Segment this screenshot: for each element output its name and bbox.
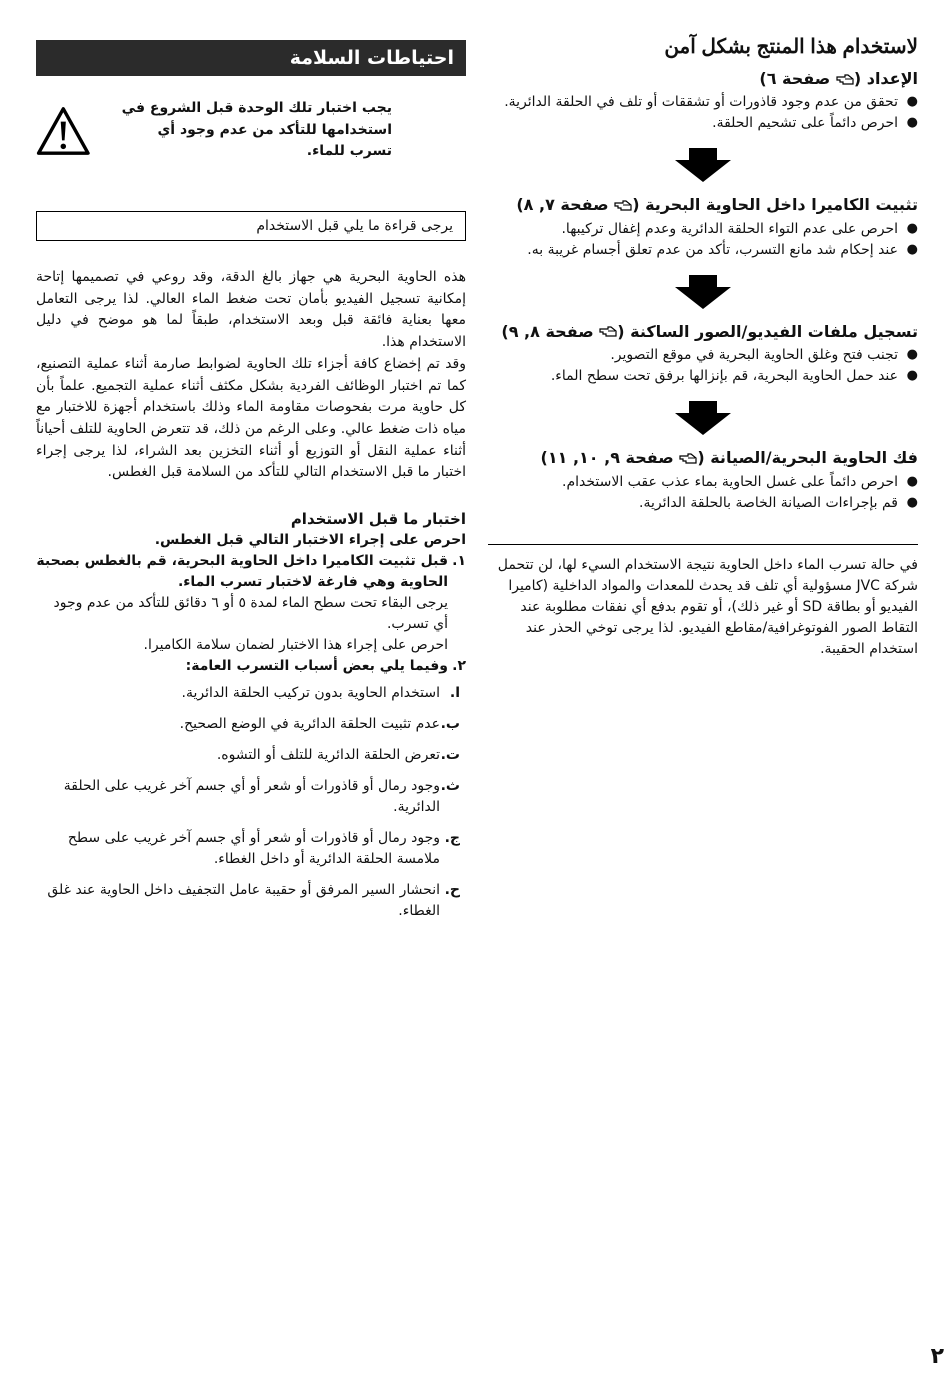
list-item <box>36 714 466 735</box>
step-setup <box>488 68 918 134</box>
item-text: استخدام الحاوية بدون تركيب الحلقة الدائرية. <box>181 685 440 702</box>
warning-triangle-icon <box>36 102 91 160</box>
safety-precautions-section <box>36 40 466 932</box>
item-letter: ا. <box>449 685 460 702</box>
down-arrow-icon <box>673 275 733 309</box>
numbered-item <box>36 656 466 677</box>
item-title: قبل تثبيت الكاميرا داخل الحاوية البحرية، قم بالغطس بصحبة الحاوية وهي فارغة لاختبار تسرب الماء. <box>36 553 448 591</box>
pointing-hand-icon <box>614 200 632 212</box>
pointing-hand-icon <box>836 74 854 86</box>
bullet-list <box>488 92 918 134</box>
step-maintenance <box>488 447 918 513</box>
list-item <box>36 776 466 818</box>
section-title: لاستخدام هذا المنتج بشكل آمن <box>664 36 918 58</box>
list-item: ● تحقق من عدم وجود قاذورات أو تشققات أو تلف في الحلقة الدائرية. <box>488 92 918 113</box>
step-page-ref: صفحة ٦) <box>759 69 836 88</box>
intro-text <box>36 267 466 484</box>
page-number: ٢ <box>930 1344 944 1369</box>
item-text: عدم تثبيت الحلقة الدائرية في الوضع الصحيح. <box>179 716 440 733</box>
step-heading <box>488 321 918 343</box>
item-text: احرص على إجراء هذا الاختبار لضمان سلامة الكاميرا. <box>143 637 448 654</box>
step-heading <box>488 447 918 469</box>
item-number: ٢. <box>452 658 466 675</box>
liability-note: في حالة تسرب الماء داخل الحاوية نتيجة الاستخدام السيء لها، لن تتحمل شركة JVC مسؤولية أي تلف قد يحدث للمعدات والمواد الداخلية (كاميرا الفيديو أو بطاقة SD أو غير ذلك)، أو تقوم بدفع أي نفقات مطلوبة عند التقاط الصور الفوتوغرافية/مقاطع الفيديو. لذا يرجى توخي الحذر عند استخدام الحقيبة. <box>497 556 918 657</box>
step-heading-label: الإعداد ( <box>853 69 918 88</box>
step-heading-label: تثبيت الكاميرا داخل الحاوية البحرية ( <box>632 195 918 215</box>
leak-causes-list <box>36 683 466 922</box>
divider <box>488 544 918 545</box>
item-title: وفيما يلي بعض أسباب التسرب العامة: <box>185 658 448 675</box>
step-page-ref: صفحة ٨, ٩) <box>501 321 600 341</box>
item-letter: ح. <box>444 882 460 899</box>
pointing-hand-icon <box>599 326 617 338</box>
pointing-hand-icon <box>679 453 697 465</box>
list-item: ● عند حمل الحاوية البحرية، قم بإنزالها برفق تحت سطح الماء. <box>488 366 918 387</box>
list-item: ● قم بإجراءات الصيانة الخاصة بالحلقة الدائرية. <box>488 493 918 514</box>
read-before-use-box: يرجى قراءة ما يلي قبل الاستخدام <box>36 211 466 241</box>
down-arrow-icon <box>673 401 733 435</box>
warning-text: يجب اختبار تلك الوحدة قبل الشروع في استخدامها للتأكد من عدم وجود أي تسرب للماء. <box>121 100 392 160</box>
list-item: ● احرص على عدم التواء الحلقة الدائرية وعدم إغفال تركيبها. <box>488 219 918 240</box>
step-install-camera <box>488 194 918 260</box>
intro-paragraph: هذه الحاوية البحرية هي جهاز بالغ الدقة، وقد روعي في تصميمها إتاحة إمكانية تسجيل الفيديو بأمان تحت ضغط الماء العالي. لذا يرجى التعامل معها بعناية فائقة قبل وبعد الاستخدام، طبقاً لما هو موضح في دليل الاستخدام هذا. <box>36 269 466 351</box>
pretest-title: اختبار ما قبل الاستخدام <box>290 509 466 528</box>
safe-use-section <box>488 34 918 660</box>
item-text: وجود رمال أو قاذورات أو شعر أو أي جسم آخر غريب على سطح ملامسة الحلقة الدائرية أو داخل الغطاء. <box>67 830 440 868</box>
item-letter: ب. <box>440 716 460 733</box>
list-item <box>36 880 466 922</box>
down-arrow-icon <box>673 148 733 182</box>
intro-paragraph: وقد تم إخضاع كافة أجزاء تلك الحاوية لضوابط صارمة أثناء عملية التصنيع، كما تم اختبار الوظائف الفردية بشكل مكثف أثناء عملية التجميع. علماً بأن كل حاوية مرت بفحوصات مقاومة الماء وذلك باستخدام أجهزة للاختبار مع مياه ذات ضغط عالي. وعلى الرغم من ذلك، قد تتعرض الحاوية للتلف أحياناً أثناء عملية النقل أو التوزيع أو أثناء التخزين بعد الشراء، لذا يرجى إجراء اختبار ما قبل الاستخدام التالي للتأكد من السلامة قبل الغطس. <box>36 355 466 481</box>
list-item <box>36 745 466 766</box>
step-heading-label: تسجيل ملفات الفيديو/الصور الساكنة ( <box>617 321 918 341</box>
list-item: ● احرص دائماً على غسل الحاوية بماء عذب عقب الاستخدام. <box>488 472 918 493</box>
step-page-ref: صفحة ٩, ١٠, ١١) <box>540 448 680 468</box>
numbered-item <box>36 551 466 593</box>
item-text: انحشار السير المرفق أو حقيبة عامل التجفيف داخل الحاوية عند غلق الغطاء. <box>47 882 440 920</box>
item-text: تعرض الحلقة الدائرية للتلف أو التشوه. <box>216 747 440 764</box>
item-number: ١. <box>452 553 466 570</box>
list-item <box>36 683 466 704</box>
list-item <box>36 828 466 870</box>
item-text: يرجى البقاء تحت سطح الماء لمدة ٥ أو ٦ دقائق للتأكد من عدم وجود أي تسرب. <box>53 595 448 633</box>
list-item: ● تجنب فتح وغلق الحاوية البحرية في موقع التصوير. <box>488 345 918 366</box>
step-recording <box>488 321 918 387</box>
list-item: ● عند إحكام شد مانع التسرب، تأكد من عدم تعلق أجسام غريبة به. <box>488 240 918 261</box>
item-letter: ت. <box>440 747 460 764</box>
list-item: ● احرص دائماً على تشحيم الحلقة. <box>488 113 918 134</box>
step-heading <box>488 68 918 90</box>
step-heading <box>488 194 918 216</box>
step-heading-label: فك الحاوية البحرية/الصيانة ( <box>697 448 918 468</box>
step-page-ref: صفحة ٧, ٨) <box>516 195 615 215</box>
warning-block <box>36 98 466 163</box>
item-text: وجود رمال أو قاذورات أو شعر أو أي جسم آخر غريب على الحلقة الدائرية. <box>63 778 440 816</box>
item-letter: ث. <box>440 778 460 795</box>
pretest-instruction: احرص على إجراء الاختبار التالي قبل الغطس. <box>154 532 466 549</box>
item-letter: ج. <box>444 830 460 847</box>
bullet-list <box>488 345 918 387</box>
bullet-list <box>488 219 918 261</box>
bullet-list <box>488 472 918 514</box>
safety-title-bar: احتياطات السلامة <box>36 40 466 76</box>
